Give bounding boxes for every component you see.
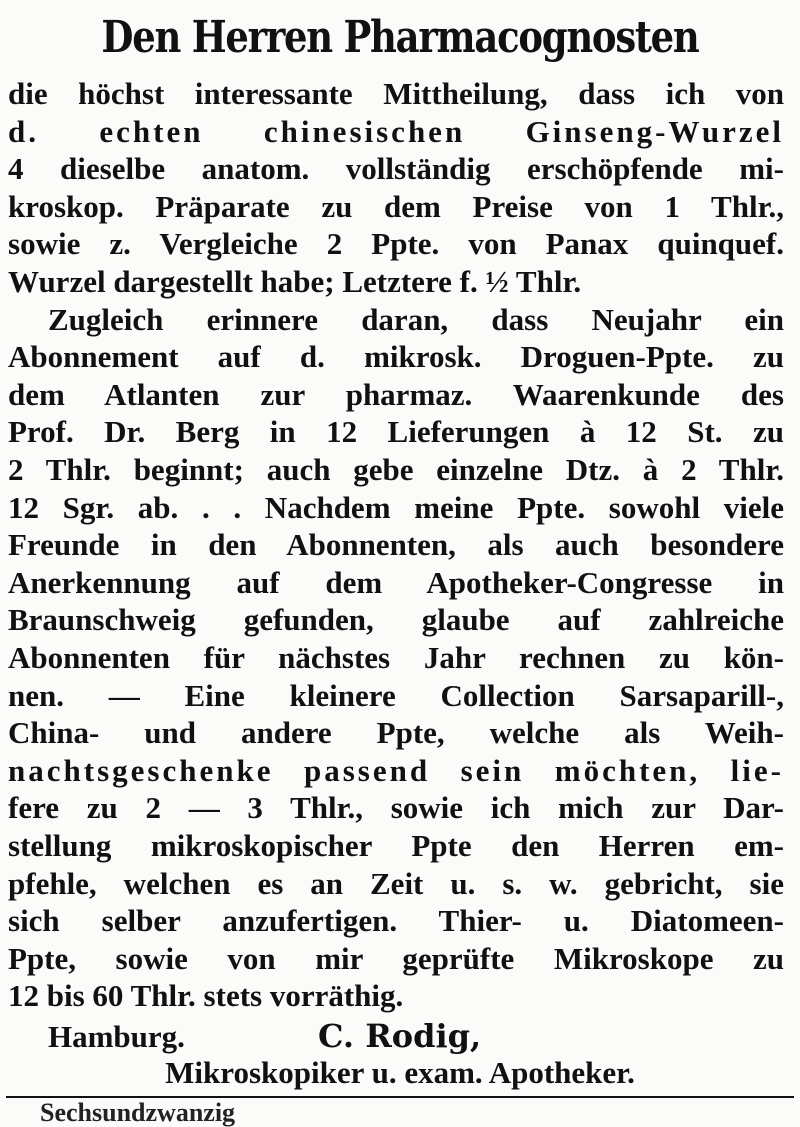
- body-line-25: 12 bis 60 Thlr. stets vorräthig.: [8, 978, 404, 1014]
- body-line-24: Ppte, sowie von mir geprüfte Mikroskope zu: [8, 940, 784, 976]
- body-line-12: 12 Sgr. ab. . . Nachdem meine Ppte. sowohl viele: [8, 489, 784, 525]
- next-item-cutoff: [40, 1098, 400, 1127]
- body-line-19: nachtsgeschenke passend sein möchten, lie-: [8, 752, 784, 788]
- body-line-3: 4 dieselbe anatom. vollständig erschöpfende mi-: [8, 151, 784, 187]
- body-line-10: Prof. Dr. Berg in 12 Lieferungen à 12 St. zu: [8, 414, 784, 450]
- body-line-5: sowie z. Vergleiche 2 Ppte. von Panax quinquef.: [8, 226, 784, 262]
- body-line-8: Abonnement auf d. mikrosk. Droguen-Ppte. zu: [8, 339, 784, 375]
- body-line-9: dem Atlanten zur pharmaz. Waarenkunde des: [8, 376, 784, 412]
- signature-title: Mikroskopiker u. exam. Apotheker.: [165, 1055, 635, 1090]
- body-line-16: Abonnenten für nächstes Jahr rechnen zu kön-: [8, 640, 784, 675]
- body-line-7: Zugleich erinnere daran, dass Neujahr ein: [48, 301, 784, 337]
- body-line-23: sich selber anzufertigen. Thier- u. Diatomeen-: [8, 903, 784, 939]
- body-line-1: die höchst interessante Mittheilung, dass ich von: [8, 76, 784, 111]
- body-line-17: nen. — Eine kleinere Collection Sarsaparill-,: [8, 677, 784, 713]
- body-line-21: stellung mikroskopischer Ppte den Herren em-: [8, 828, 784, 863]
- signature-name: C. Rodig,: [318, 1017, 482, 1055]
- body-line-2: d. echten chinesischen Ginseng-Wurzel: [8, 113, 784, 149]
- body-line-14: Anerkennung auf dem Apotheker-Congresse in: [8, 564, 784, 600]
- body-line-20: fere zu 2 — 3 Thlr., sowie ich mich zur Dar-: [8, 790, 784, 826]
- body-line-11: 2 Thlr. beginnt; auch gebe einzelne Dtz. à 2 Thlr.: [8, 452, 784, 487]
- body-line-15: Braunschweig gefunden, glaube auf zahlreiche: [8, 602, 784, 638]
- body-line-13: Freunde in den Abonnenten, als auch besondere: [8, 527, 784, 563]
- body-line-18: China- und andere Ppte, welche als Weih-: [8, 715, 784, 751]
- body-line-4: kroskop. Präparate zu dem Preise von 1 Thlr.,: [8, 188, 784, 224]
- body-line-22: pfehle, welchen es an Zeit u. s. w. gebricht, sie: [8, 865, 784, 901]
- body-line-6: Wurzel dargestellt habe; Letztere f. ½ Thlr.: [8, 264, 582, 299]
- next-item-cutoff-text: Sechsundzwanzig: [40, 1098, 236, 1127]
- advertisement-heading: Den Herren Pharmacognosten: [101, 12, 699, 63]
- signature-place: Hamburg.: [48, 1019, 185, 1054]
